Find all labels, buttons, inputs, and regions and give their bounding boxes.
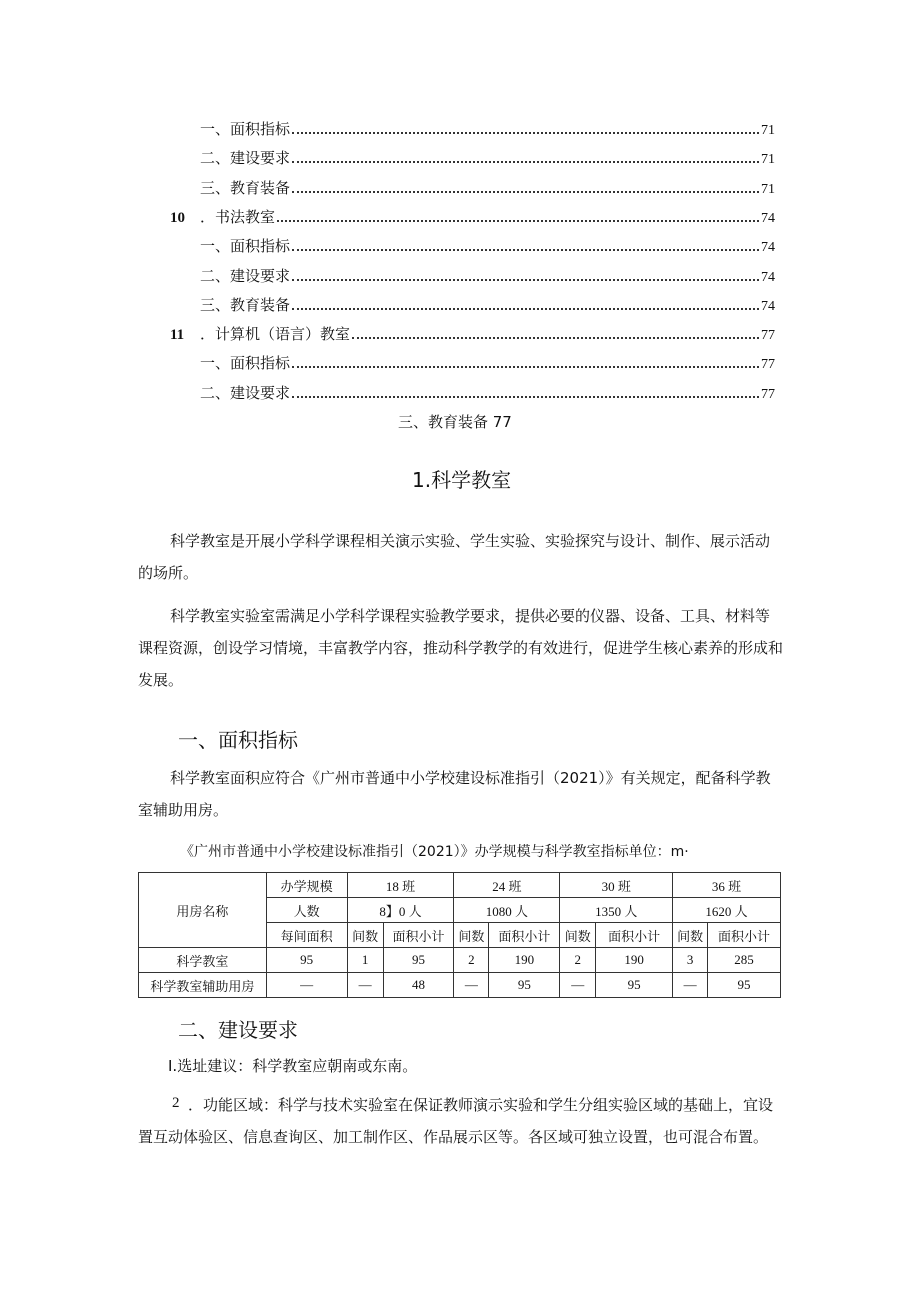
- toc-page: 74: [761, 240, 775, 256]
- header-scale: 办学规模: [266, 873, 347, 898]
- area-paragraph: 科学教室面积应符合《广州市普通中小学校建设标准指引（2021）》有关规定，配备科学教室辅助用房。: [138, 769, 771, 819]
- toc-label: ．计算机（语言）教室: [200, 325, 351, 344]
- toc-page: 77: [761, 328, 775, 344]
- header-subtotal: 面积小计: [489, 923, 560, 948]
- row-name: 科学教室: [139, 948, 267, 973]
- table-cell: 95: [383, 948, 454, 973]
- toc-leader: [292, 191, 759, 193]
- toc-label: 一、面积指标: [200, 120, 291, 138]
- toc-page: 77: [761, 386, 775, 402]
- table-cell: 95: [489, 973, 560, 998]
- toc-entry[interactable]: [200, 264, 775, 286]
- toc-entry[interactable]: [200, 381, 775, 403]
- toc-label: 三、教育装备: [200, 295, 291, 314]
- toc-leader: [292, 308, 759, 310]
- requirement-1: I.选址建议：科学教室应朝南或东南。: [168, 1057, 418, 1075]
- header-count: 1620 人: [673, 898, 781, 923]
- header-people: 人数: [266, 898, 347, 923]
- toc-label: ．书法教室: [200, 207, 276, 226]
- toc-page: 71: [761, 123, 775, 138]
- header-class: 24 班: [454, 873, 560, 898]
- toc-leader: [292, 366, 759, 368]
- intro-paragraph-1: 科学教室是开展小学科学课程相关演示实验、学生实验、实验探究与设计、制作、展示活动的场所。: [138, 532, 771, 582]
- table-row: [139, 948, 781, 973]
- table-cell: —: [560, 973, 596, 998]
- header-count: 1080 人: [454, 898, 560, 923]
- toc-entry[interactable]: [200, 293, 775, 315]
- toc-label: 三、教育装备: [200, 178, 291, 197]
- header-count: 8】0 人: [347, 898, 454, 923]
- table-cell: 190: [596, 948, 673, 973]
- toc-label: 二、建设要求: [200, 266, 291, 285]
- requirement-2-number: 2: [172, 1095, 180, 1111]
- table-cell: 95: [596, 973, 673, 998]
- heading-requirements: 二、建设要求: [178, 1018, 298, 1042]
- header-class: 36 班: [673, 873, 781, 898]
- toc-page: 71: [761, 152, 775, 168]
- row-name: 科学教室辅助用房: [139, 973, 267, 998]
- table-cell: —: [454, 973, 489, 998]
- toc-leader: [292, 132, 759, 134]
- header-rooms: 间数: [673, 923, 708, 948]
- intro-paragraph-2: 科学教室实验室需满足小学科学课程实验教学要求，提供必要的仪器、设备、工具、材料等课程资源，创设学习情境，丰富教学内容，推动科学教学的有效进行，促进学生核心素养的形成和发展。: [138, 607, 784, 689]
- table-cell: 2: [454, 948, 489, 973]
- toc-number: 10: [170, 209, 185, 226]
- toc-number: 11: [170, 327, 185, 344]
- toc-leader: [292, 249, 759, 251]
- table-cell: 2: [560, 948, 596, 973]
- header-rooms: 间数: [347, 923, 383, 948]
- toc-page: 77: [761, 357, 775, 373]
- header-subtotal: 面积小计: [596, 923, 673, 948]
- toc-entry-last: 三、教育装备 77: [398, 413, 512, 431]
- header-rooms: 间数: [454, 923, 489, 948]
- area-table: [138, 872, 781, 998]
- toc-label: 二、建设要求: [200, 383, 291, 402]
- heading-area-index: 一、面积指标: [178, 728, 298, 752]
- toc-page: 74: [761, 269, 775, 285]
- toc-page: 71: [761, 181, 775, 197]
- table-cell: 48: [383, 973, 454, 998]
- toc-leader: [292, 161, 759, 163]
- header-count: 1350 人: [560, 898, 673, 923]
- toc-label: 一、面积指标: [200, 354, 291, 373]
- header-subtotal: 面积小计: [383, 923, 454, 948]
- header-class: 30 班: [560, 873, 673, 898]
- toc-leader: [292, 396, 759, 398]
- table-cell: —: [673, 973, 708, 998]
- toc-entry[interactable]: [200, 117, 775, 139]
- header-per-area: 每间面积: [266, 923, 347, 948]
- per-area: —: [266, 973, 347, 998]
- table-cell: 3: [673, 948, 708, 973]
- table-cell: 95: [708, 973, 781, 998]
- toc-label: 二、建设要求: [200, 149, 291, 168]
- header-rooms: 间数: [560, 923, 596, 948]
- table-caption: 《广州市普通中小学校建设标准指引（2021）》办学规模与科学教室指标单位：m·: [180, 844, 689, 860]
- toc-leader: [292, 279, 759, 281]
- toc-entry[interactable]: [200, 234, 775, 256]
- section-title: 1.科学教室: [412, 468, 512, 492]
- toc-label: 一、面积指标: [200, 237, 291, 256]
- toc-leader: [277, 220, 759, 222]
- header-room-name: 用房名称: [139, 873, 267, 948]
- table-cell: 285: [708, 948, 781, 973]
- toc-entry[interactable]: [200, 146, 775, 168]
- header-subtotal: 面积小计: [708, 923, 781, 948]
- toc-entry[interactable]: [200, 176, 775, 198]
- per-area: 95: [266, 948, 347, 973]
- toc-page: 74: [761, 210, 775, 226]
- toc-entry[interactable]: [170, 322, 775, 344]
- table-cell: 190: [489, 948, 560, 973]
- requirement-2: ．功能区域：科学与技术实验室在保证教师演示实验和学生分组实验区域的基础上，宜设置互动体验区、信息查询区、加工制作区、作品展示区等。各区域可独立设置，也可混合布置。: [138, 1096, 774, 1146]
- toc-entry[interactable]: [200, 351, 775, 373]
- header-class: 18 班: [347, 873, 454, 898]
- toc-leader: [352, 337, 759, 339]
- table-cell: —: [347, 973, 383, 998]
- toc-page: 74: [761, 298, 775, 314]
- table-row: [139, 973, 781, 998]
- table-cell: 1: [347, 948, 383, 973]
- toc-entry[interactable]: [170, 205, 775, 227]
